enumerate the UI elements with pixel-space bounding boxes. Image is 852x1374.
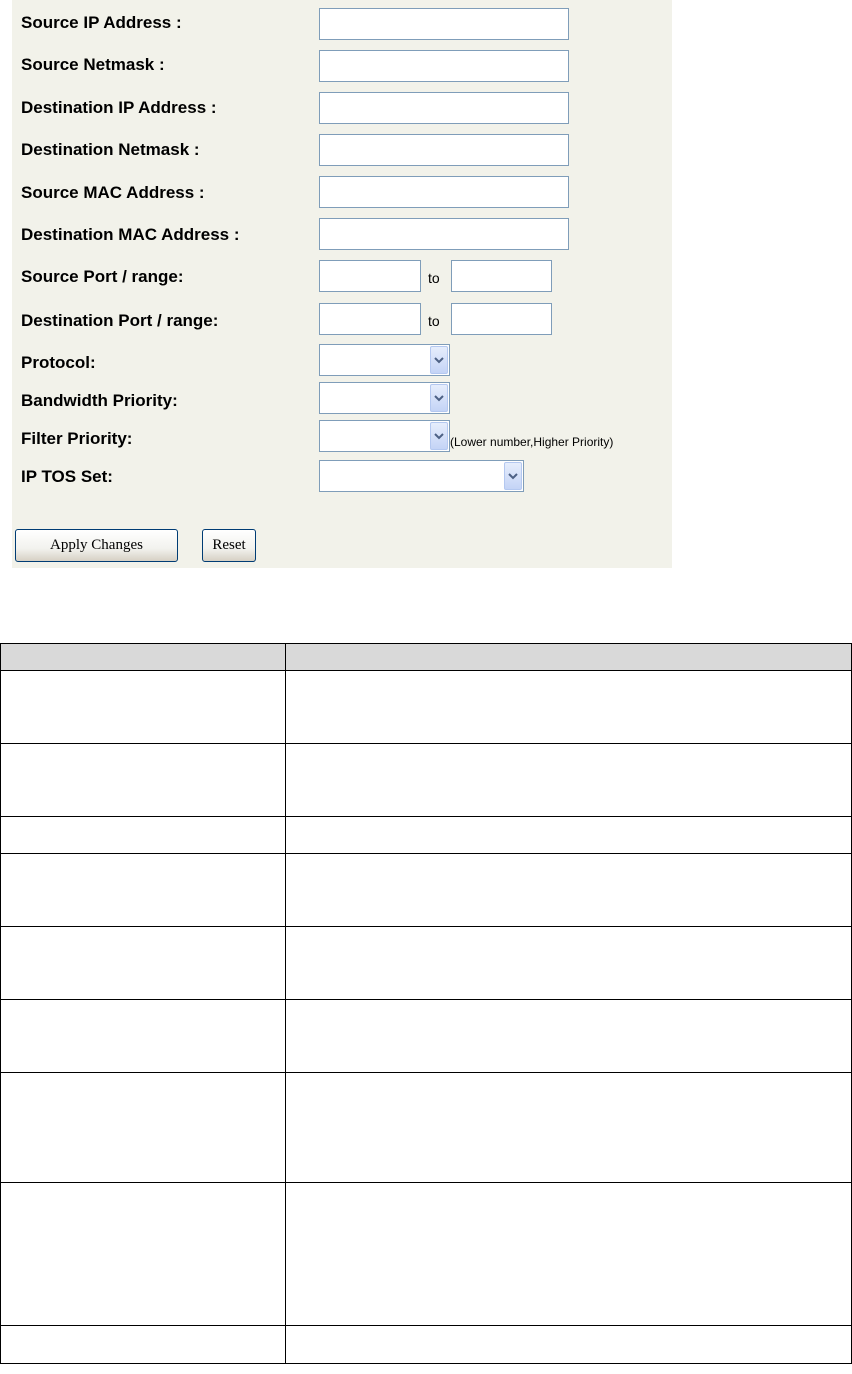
- table-cell: [1, 1000, 286, 1073]
- table-cell: [286, 744, 852, 817]
- destination-port-from-input[interactable]: [319, 303, 421, 335]
- destination-netmask-label: Destination Netmask :: [21, 140, 200, 159]
- table-row: [1, 1000, 852, 1073]
- destination-port-range-label: Destination Port / range:: [21, 311, 219, 330]
- destination-ip-input[interactable]: [319, 92, 569, 124]
- table-cell: [286, 1000, 852, 1073]
- destination-port-to-label: to: [428, 313, 440, 329]
- source-mac-input[interactable]: [319, 176, 569, 208]
- chevron-down-icon[interactable]: [430, 346, 448, 374]
- table-cell: [286, 671, 852, 744]
- source-ip-input[interactable]: [319, 8, 569, 40]
- source-port-range-label: Source Port / range:: [21, 267, 184, 286]
- table-cell: [286, 854, 852, 927]
- table-row: [1, 927, 852, 1000]
- table-row: [1, 671, 852, 744]
- source-netmask-label: Source Netmask :: [21, 55, 165, 74]
- ip-tos-set-select[interactable]: [319, 460, 524, 492]
- source-ip-label: Source IP Address :: [21, 13, 182, 32]
- filter-priority-select[interactable]: [319, 420, 450, 452]
- reset-button[interactable]: Reset: [202, 529, 256, 562]
- ip-tos-set-label: IP TOS Set:: [21, 467, 113, 486]
- table-row: [1, 1073, 852, 1183]
- destination-port-to-input[interactable]: [451, 303, 552, 335]
- table-cell: [1, 1326, 286, 1364]
- field-description-table: [0, 643, 852, 1364]
- chevron-down-icon[interactable]: [430, 422, 448, 450]
- table-row: [1, 1183, 852, 1326]
- source-port-to-label: to: [428, 270, 440, 286]
- apply-changes-button[interactable]: Apply Changes: [15, 529, 178, 562]
- table-cell: [286, 1183, 852, 1326]
- source-netmask-input[interactable]: [319, 50, 569, 82]
- chevron-down-icon[interactable]: [504, 462, 522, 490]
- table-header-cell: [1, 644, 286, 671]
- table-cell: [286, 817, 852, 854]
- table-row: [1, 817, 852, 854]
- table-header-row: [1, 644, 852, 671]
- table-row: [1, 744, 852, 817]
- destination-mac-input[interactable]: [319, 218, 569, 250]
- table-cell: [1, 817, 286, 854]
- bandwidth-priority-select[interactable]: [319, 382, 450, 414]
- table-row: [1, 1326, 852, 1364]
- table-row: [1, 854, 852, 927]
- destination-ip-label: Destination IP Address :: [21, 98, 217, 117]
- qos-rule-form: [12, 0, 672, 568]
- table-cell: [1, 927, 286, 1000]
- table-cell: [286, 1073, 852, 1183]
- source-mac-label: Source MAC Address :: [21, 183, 205, 202]
- table-cell: [286, 1326, 852, 1364]
- table-cell: [1, 1183, 286, 1326]
- source-port-to-input[interactable]: [451, 260, 552, 292]
- table-cell: [1, 671, 286, 744]
- table-cell: [1, 854, 286, 927]
- bandwidth-priority-label: Bandwidth Priority:: [21, 391, 178, 410]
- table-cell: [286, 927, 852, 1000]
- chevron-down-icon[interactable]: [430, 384, 448, 412]
- table-cell: [1, 1073, 286, 1183]
- filter-priority-hint: (Lower number,Higher Priority): [450, 435, 614, 449]
- table-cell: [1, 744, 286, 817]
- table-header-cell: [286, 644, 852, 671]
- filter-priority-label: Filter Priority:: [21, 429, 133, 448]
- protocol-select[interactable]: [319, 344, 450, 376]
- protocol-label: Protocol:: [21, 353, 96, 372]
- destination-netmask-input[interactable]: [319, 134, 569, 166]
- source-port-from-input[interactable]: [319, 260, 421, 292]
- destination-mac-label: Destination MAC Address :: [21, 225, 240, 244]
